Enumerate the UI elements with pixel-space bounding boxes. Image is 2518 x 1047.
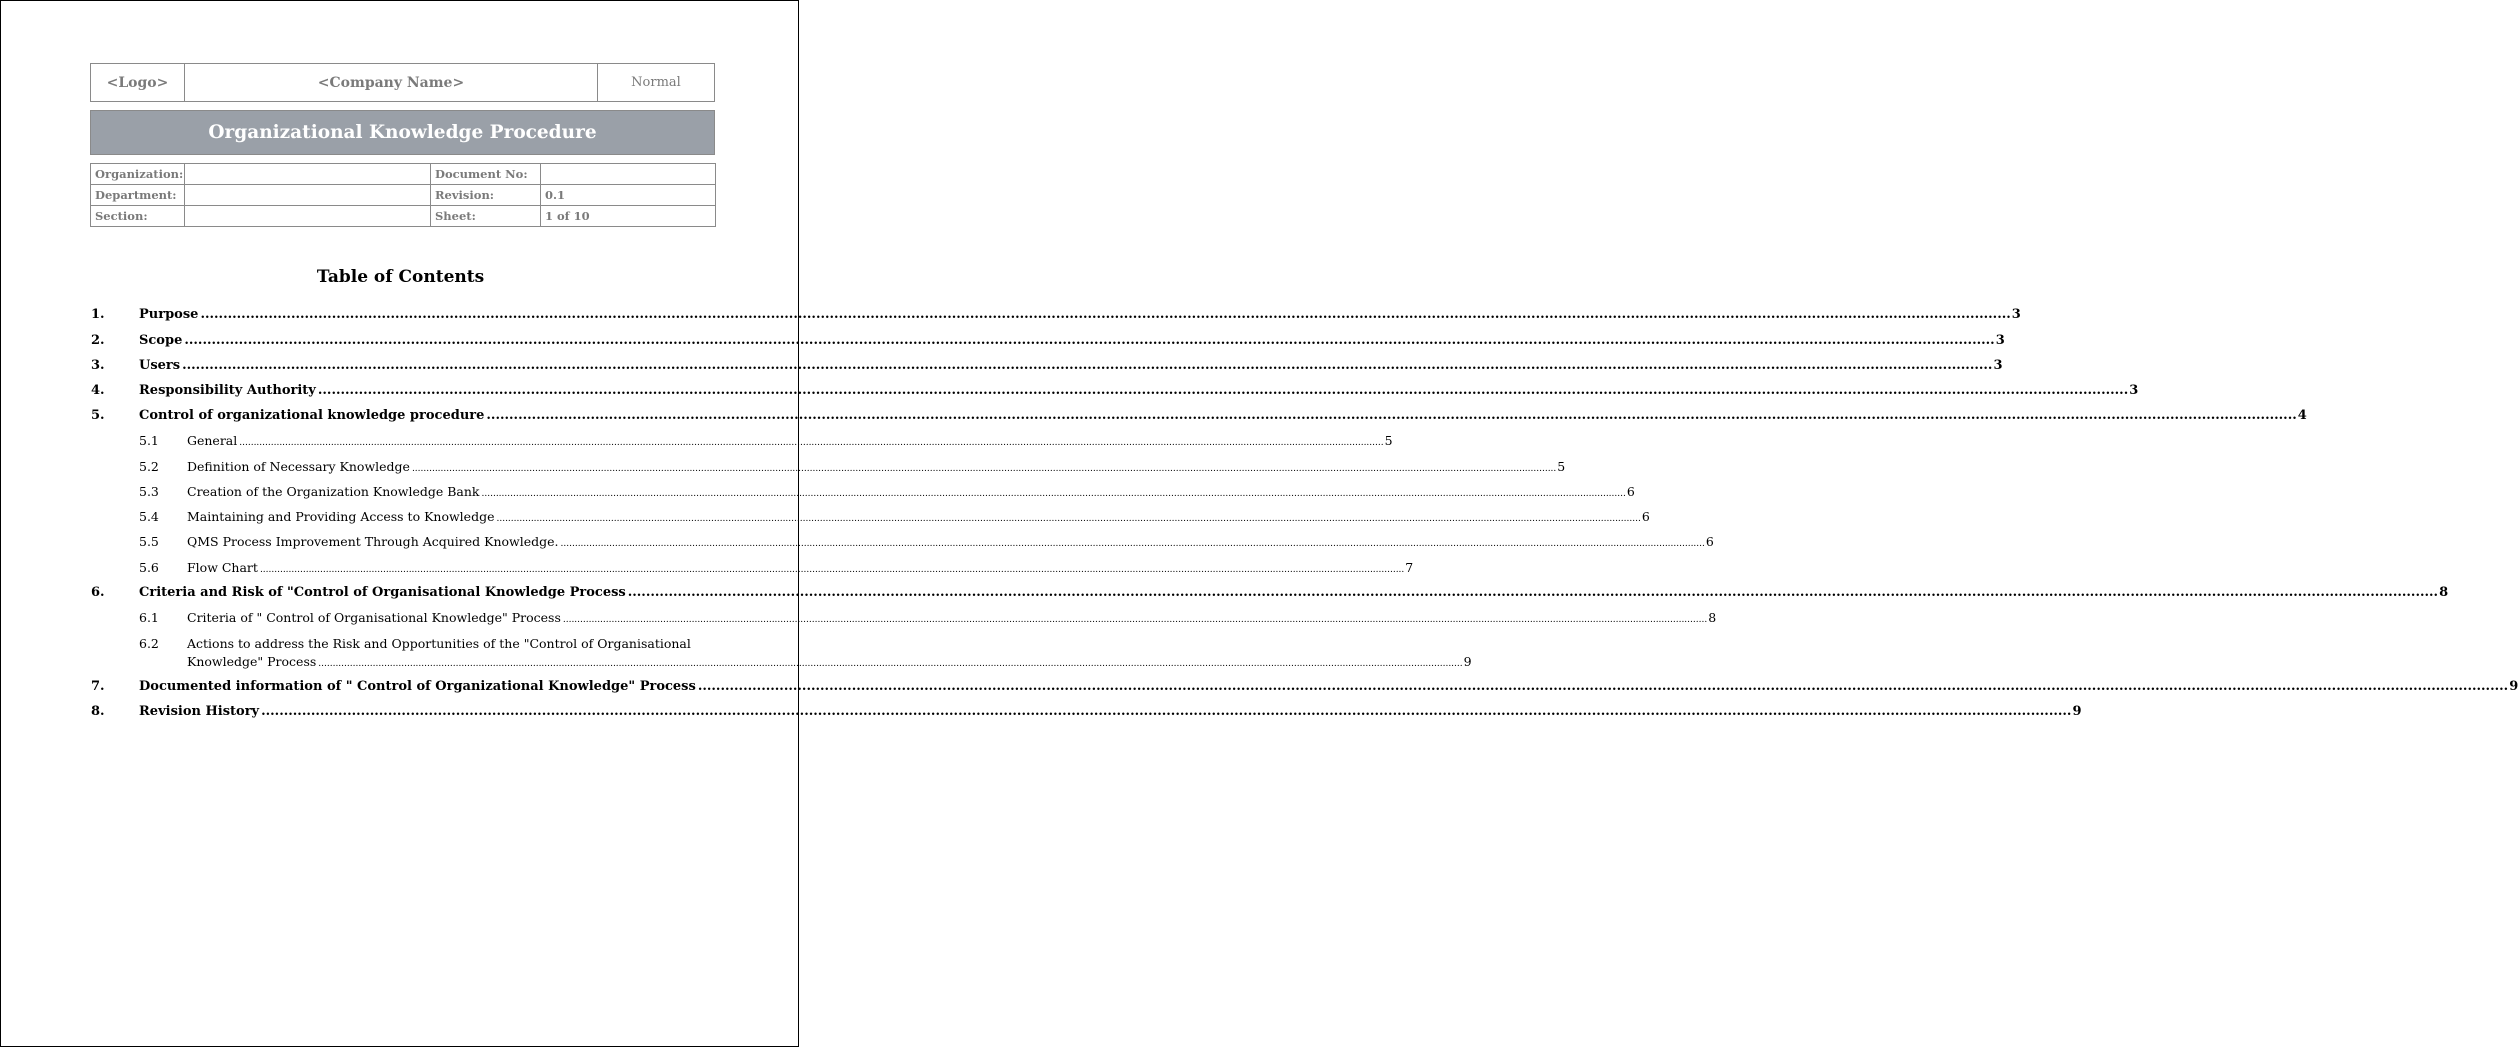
toc-entry-page: 9 [1463, 654, 1472, 669]
dot-leader: ................................................................................................................................................................................................................................................................................................................................................................................................................ [560, 539, 1705, 549]
section-label: Section: [91, 206, 185, 227]
toc-entry-number: 1. [91, 307, 105, 322]
toc-entry-number: 5.5 [139, 534, 159, 549]
toc-entry-page: 3 [2129, 383, 2139, 398]
dot-leader: ................................................................................................................................................................................................................................................................................................................................................................................................................ [261, 704, 2072, 719]
sheet-label: Sheet: [431, 206, 541, 227]
toc-entry-page: 6 [1626, 484, 1635, 499]
toc-entry-text: Criteria of " Control of Organisational Knowledge" Process [187, 610, 561, 625]
info-row [91, 164, 716, 185]
toc-entry-text: Flow Chart [187, 560, 258, 575]
document-title: Organizational Knowledge Procedure [90, 110, 715, 155]
toc-entry-text: Definition of Necessary Knowledge [187, 459, 410, 474]
toc-entry-page: 7 [1405, 560, 1414, 575]
dot-leader: ................................................................................................................................................................................................................................................................................................................................................................................................................ [481, 489, 1626, 499]
document-header [90, 63, 715, 102]
toc-entry-number: 5.1 [139, 433, 159, 448]
toc-entry-number: 3. [91, 358, 105, 373]
document-no-label: Document No: [431, 164, 541, 185]
classification-label: Normal [631, 75, 681, 90]
toc-entry-page: 3 [2011, 307, 2021, 322]
toc-entry-number: 6.1 [139, 610, 159, 625]
toc-entry-page: 8 [2439, 585, 2449, 600]
dot-leader: ................................................................................................................................................................................................................................................................................................................................................................................................................ [486, 408, 2297, 423]
dot-leader: ................................................................................................................................................................................................................................................................................................................................................................................................................ [496, 514, 1641, 524]
dot-leader: ................................................................................................................................................................................................................................................................................................................................................................................................................ [182, 358, 1993, 373]
toc-entry-text: Responsibility Authority [139, 383, 316, 398]
toc-entry-page: 3 [1995, 333, 2005, 348]
dot-leader: ................................................................................................................................................................................................................................................................................................................................................................................................................ [697, 679, 2509, 694]
info-row [91, 185, 716, 206]
toc-entry-text: Control of organizational knowledge procedure [139, 408, 485, 423]
organization-value [185, 164, 431, 185]
toc-entry-page: 5 [1557, 459, 1566, 474]
dot-leader: ................................................................................................................................................................................................................................................................................................................................................................................................................ [317, 383, 2129, 398]
toc-entry-text: Documented information of " Control of Organizational Knowledge" Process [139, 679, 696, 694]
toc-entry-text: Maintaining and Providing Access to Knowledge [187, 509, 495, 524]
toc-entry-number: 7. [91, 679, 105, 694]
toc-entry-text: Purpose [139, 307, 199, 322]
toc-entry-page: 6 [1705, 534, 1714, 549]
dot-leader: ................................................................................................................................................................................................................................................................................................................................................................................................................ [200, 307, 2011, 322]
toc-entry-number: 6. [91, 585, 105, 600]
toc-entry-page: 5 [1384, 433, 1393, 448]
dot-leader: ................................................................................................................................................................................................................................................................................................................................................................................................................ [184, 333, 1995, 348]
toc-entry-number: 5.3 [139, 484, 159, 499]
toc-entry-text-line1: Actions to address the Risk and Opportunities of the "Control of Organisational [187, 636, 691, 651]
sheet-value: 1 of 10 [541, 206, 716, 227]
toc-entry-page: 3 [1993, 358, 2003, 373]
toc-entry-page: 8 [1708, 610, 1717, 625]
dot-leader: ................................................................................................................................................................................................................................................................................................................................................................................................................ [318, 659, 1463, 669]
company-name: <Company Name> [185, 64, 598, 101]
toc-entry-number: 4. [91, 383, 105, 398]
section-value [185, 206, 431, 227]
revision-value: 0.1 [541, 185, 716, 206]
toc-entry-page: 6 [1641, 509, 1650, 524]
dot-leader: ................................................................................................................................................................................................................................................................................................................................................................................................................ [411, 464, 1557, 474]
toc-entry-number: 5.6 [139, 560, 159, 575]
toc-entry-text: Creation of the Organization Knowledge Bank [187, 484, 480, 499]
toc-entry-number: 2. [91, 333, 105, 348]
dot-leader: ................................................................................................................................................................................................................................................................................................................................................................................................................ [562, 615, 1708, 625]
toc-entry-text: Revision History [139, 704, 260, 719]
revision-label: Revision: [431, 185, 541, 206]
toc-entry-page: 9 [2509, 679, 2518, 694]
toc-entry-text: General [187, 433, 238, 448]
toc-entry-number: 8. [91, 704, 105, 719]
organization-label: Organization: [91, 164, 185, 185]
logo-placeholder: <Logo> [91, 64, 185, 101]
toc-entry-text: Knowledge" Process [187, 654, 317, 669]
toc-heading: Table of Contents [316, 267, 485, 287]
info-row [91, 206, 716, 227]
toc-entry-page: 9 [2072, 704, 2082, 719]
dot-leader: ................................................................................................................................................................................................................................................................................................................................................................................................................ [259, 565, 1405, 575]
dot-leader: ................................................................................................................................................................................................................................................................................................................................................................................................................ [239, 438, 1384, 448]
department-label: Department: [91, 185, 185, 206]
toc-entry-number: 5.4 [139, 509, 159, 524]
document-info-table [90, 163, 716, 227]
dot-leader: ................................................................................................................................................................................................................................................................................................................................................................................................................ [627, 585, 2439, 600]
toc-entry-text: Criteria and Risk of "Control of Organisational Knowledge Process [139, 585, 626, 600]
toc-entry-text: Users [139, 358, 181, 373]
document-no-value [541, 164, 716, 185]
toc-entry-number: 6.2 [139, 636, 159, 651]
toc-entry-number: 5. [91, 408, 105, 423]
toc-entry-page: 4 [2297, 408, 2307, 423]
toc-entry-text: Scope [139, 333, 183, 348]
toc-entry-text: QMS Process Improvement Through Acquired Knowledge. [187, 534, 559, 549]
department-value [185, 185, 431, 206]
toc-entry-number: 5.2 [139, 459, 159, 474]
